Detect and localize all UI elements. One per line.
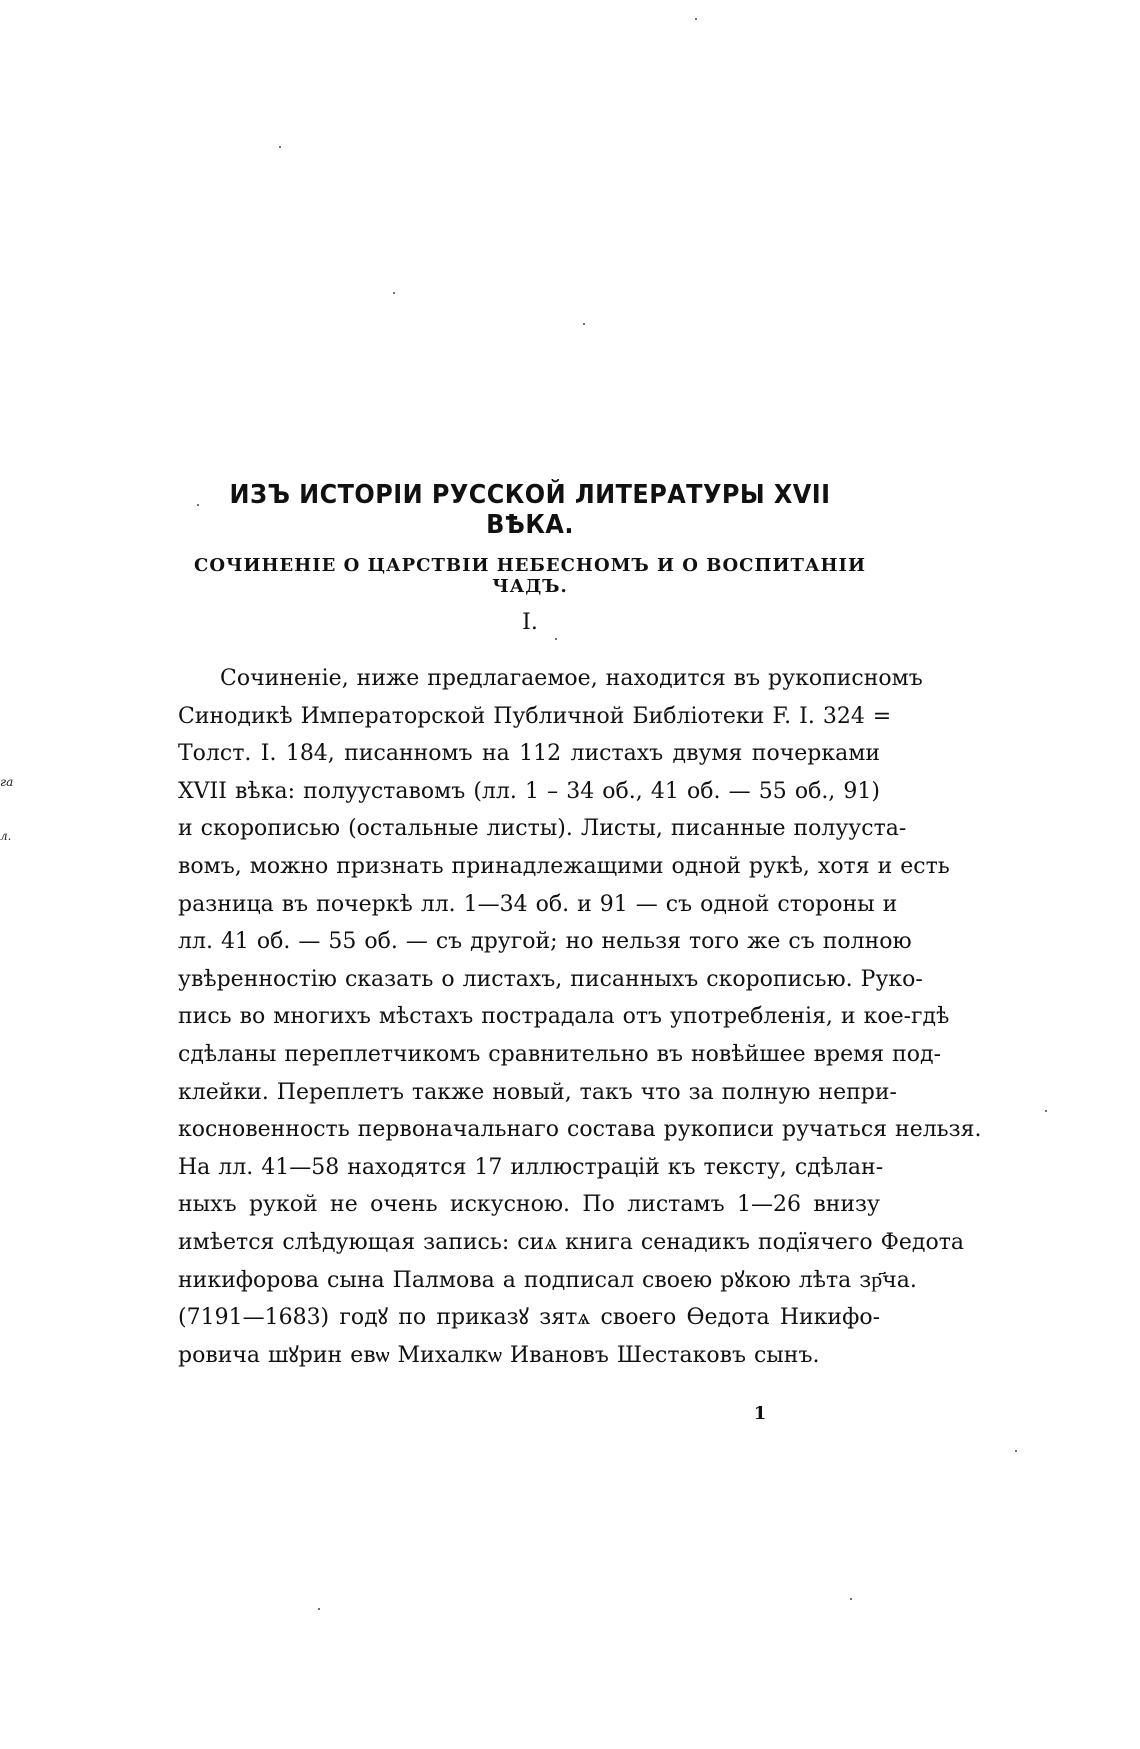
body-line: ровича шꙋрин евѡ Михалкѡ Ивановъ Шестаковъ сынъ. bbox=[178, 1342, 820, 1368]
margin-fragment-top: га bbox=[0, 775, 14, 789]
section-number: I. bbox=[522, 610, 538, 635]
body-line: Сочиненіе, ниже предлагаемое, находится въ рукописномъ bbox=[220, 666, 923, 691]
scan-speck bbox=[695, 18, 697, 20]
scan-speck bbox=[197, 504, 199, 506]
page-title: ИЗЪ ИСТОРІИ РУССКОЙ ЛИТЕРАТУРЫ XVII ВѢКА. bbox=[229, 480, 831, 540]
scan-speck bbox=[279, 146, 281, 148]
body-line: На лл. 41—58 находятся 17 иллюстрацій къ тексту, сдѣлан- bbox=[178, 1154, 884, 1180]
body-line: XVII вѣка: полууставомъ (лл. 1 – 34 об., 41 об. — 55 об., 91) bbox=[178, 778, 880, 804]
scan-speck bbox=[583, 323, 585, 325]
scan-speck bbox=[850, 1598, 852, 1600]
margin-fragment-bottom: л. bbox=[0, 829, 12, 843]
body-line: клейки. Переплетъ также новый, такъ что за полную непри- bbox=[178, 1079, 897, 1105]
body-paragraph bbox=[178, 660, 982, 1374]
page-subtitle: СОЧИНЕНІЕ О ЦАРСТВІИ НЕБЕСНОМЪ И О ВОСПИТАНІИ ЧАДЪ. bbox=[194, 555, 866, 597]
scan-speck bbox=[1045, 1110, 1047, 1112]
scan-speck bbox=[318, 1608, 320, 1610]
body-line: лл. 41 об. — 55 об. — съ другой; но нельзя того же съ полною bbox=[178, 929, 912, 955]
body-line: пись во многихъ мѣстахъ пострадала отъ употребленія, и кое-гдѣ bbox=[178, 1004, 950, 1030]
body-line: косновенность первоначальнаго состава рукописи ручаться нельзя. bbox=[178, 1117, 982, 1143]
scan-speck bbox=[1015, 1450, 1017, 1452]
body-line: Толст. I. 184, писанномъ на 112 листахъ двумя почерками bbox=[178, 741, 880, 767]
body-line: вомъ, можно признать принадлежащими одной рукѣ, хотя и есть bbox=[178, 853, 950, 879]
scan-speck bbox=[393, 292, 395, 294]
scan-speck bbox=[555, 638, 557, 640]
body-line: разница въ почеркѣ лл. 1—34 об. и 91 — съ одной стороны и bbox=[178, 891, 898, 917]
body-line: Синодикѣ Императорской Публичной Библіотеки F. I. 324 = bbox=[178, 703, 892, 729]
body-line: и скорописью (остальные листы). Листы, писанные полууста- bbox=[178, 816, 907, 842]
body-line: сдѣланы переплетчикомъ сравнительно въ новѣйшее время под- bbox=[178, 1041, 942, 1067]
body-line: ныхъ рукой не очень искусною. По листамъ 1—26 внизу bbox=[178, 1192, 880, 1218]
body-line: увѣренностію сказать о листахъ, писанныхъ скорописью. Руко- bbox=[178, 966, 923, 992]
body-line: имѣется слѣдующая запись: сиѧ книга сенадикъ подїячего Федота bbox=[178, 1229, 965, 1255]
body-line: никифорова сына Палмова а подписал своею рꙋкою лѣта зр҃ча. bbox=[178, 1267, 917, 1293]
page-number: 1 bbox=[753, 1403, 767, 1424]
body-line: (7191—1683) годꙋ по приказꙋ зятѧ своего Ѳедота Никифо- bbox=[178, 1305, 880, 1331]
